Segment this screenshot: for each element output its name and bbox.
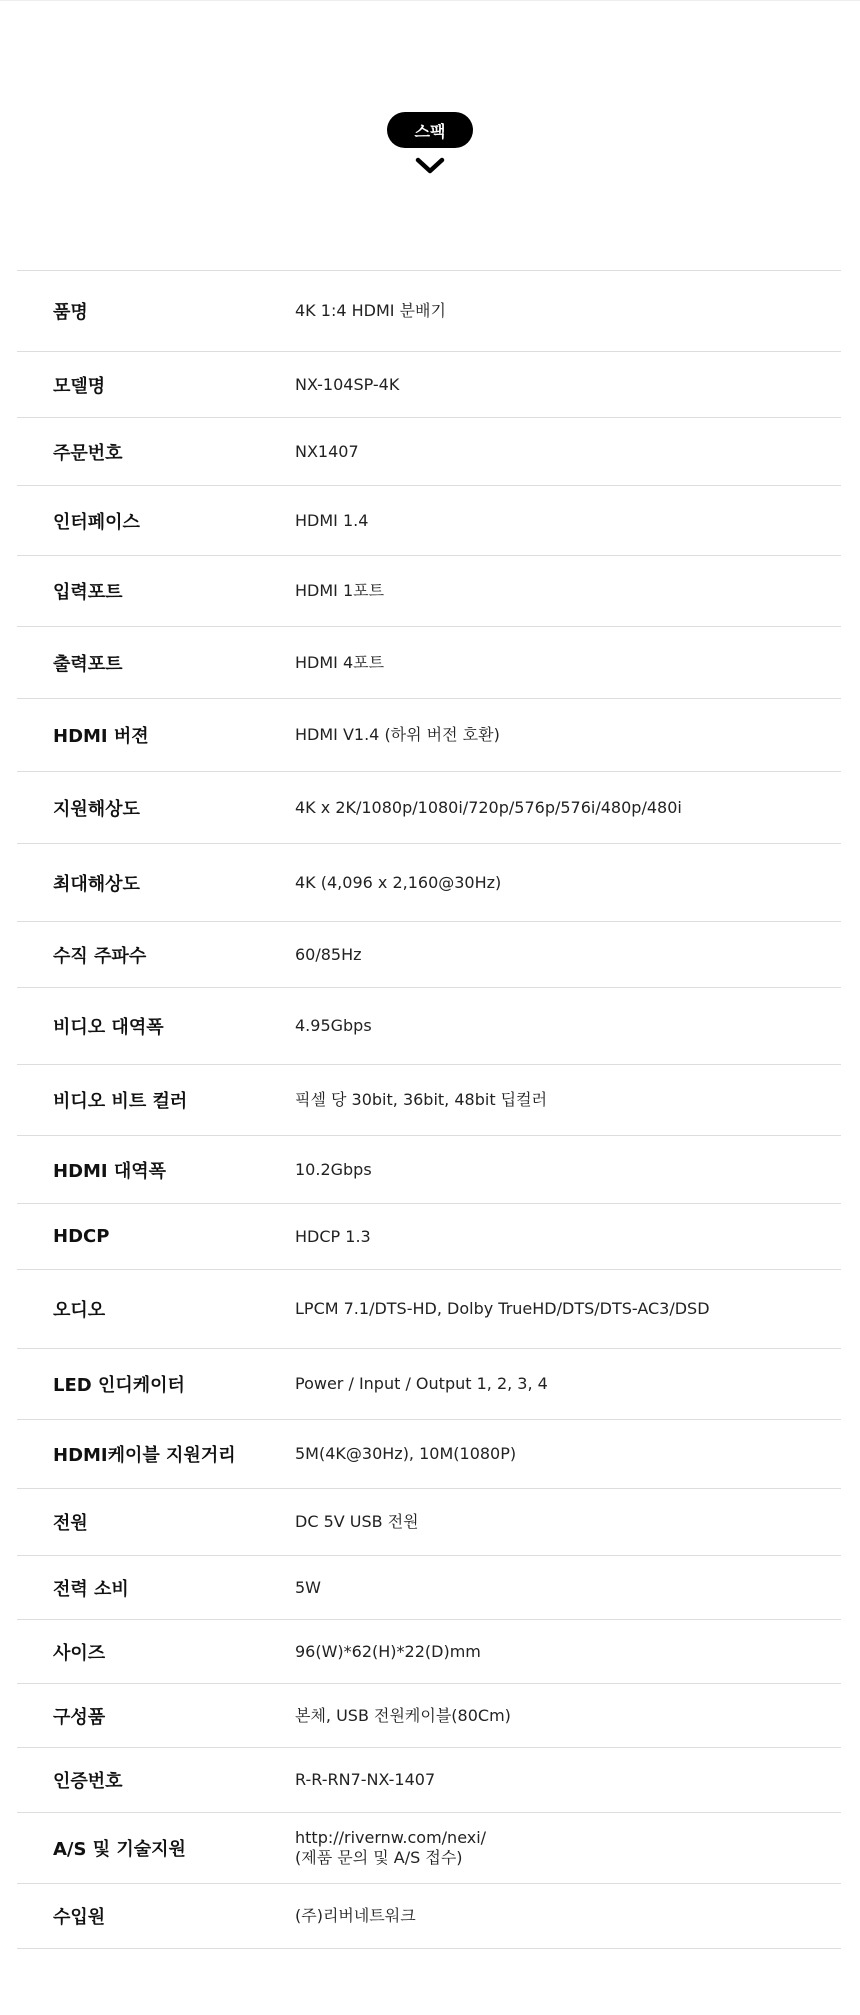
spec-value: 픽셀 당 30bit, 36bit, 48bit 딥컬러 xyxy=(295,1090,548,1109)
spec-label: 구성품 xyxy=(53,1706,106,1728)
spec-row xyxy=(17,1420,841,1489)
spec-value: 4.95Gbps xyxy=(295,1016,372,1035)
spec-value: 4K x 2K/1080p/1080i/720p/576p/576i/480p/480i xyxy=(295,797,682,817)
spec-value: HDMI 4포트 xyxy=(295,652,385,672)
spec-value: HDCP 1.3 xyxy=(295,1226,371,1246)
spec-label: 사이즈 xyxy=(53,1642,106,1664)
spec-row xyxy=(17,1065,841,1136)
spec-value: 본체, USB 전원케이블(80Cm) xyxy=(295,1705,511,1725)
spec-label: A/S 및 기술지원 xyxy=(53,1839,186,1860)
spec-row xyxy=(17,1884,841,1949)
spec-row xyxy=(17,627,841,699)
spec-table xyxy=(17,270,841,1949)
spec-row xyxy=(17,1556,841,1620)
spec-row xyxy=(17,1684,841,1748)
spec-label: HDMI 대역폭 xyxy=(53,1160,167,1182)
spec-value: 5W xyxy=(295,1577,321,1597)
spec-row xyxy=(17,922,841,988)
spec-value: http://rivernw.com/nexi/ (제품 문의 및 A/S 접수) xyxy=(295,1828,487,1867)
spec-value: 60/85Hz xyxy=(295,944,362,964)
spec-row xyxy=(17,1204,841,1270)
spec-header xyxy=(0,112,860,176)
spec-label: 출력포트 xyxy=(53,653,123,675)
spec-row xyxy=(17,1813,841,1884)
spec-row xyxy=(17,699,841,772)
spec-row xyxy=(17,486,841,556)
spec-label: 비디오 비트 컬러 xyxy=(53,1091,188,1112)
spec-row xyxy=(17,988,841,1065)
spec-label: HDCP xyxy=(53,1226,110,1247)
spec-row xyxy=(17,352,841,418)
spec-label: 지원해상도 xyxy=(53,798,140,820)
spec-label: 인터페이스 xyxy=(53,511,140,533)
spec-value: 10.2Gbps xyxy=(295,1159,372,1179)
spec-value: HDMI 1포트 xyxy=(295,581,385,600)
spec-value: HDMI V1.4 (하위 버전 호환) xyxy=(295,725,500,744)
spec-label: 최대해상도 xyxy=(53,873,140,895)
spec-value: LPCM 7.1/DTS-HD, Dolby TrueHD/DTS/DTS-AC3/DSD xyxy=(295,1299,710,1318)
spec-value: DC 5V USB 전원 xyxy=(295,1512,419,1531)
spec-row xyxy=(17,1489,841,1556)
spec-label: 오디오 xyxy=(53,1300,106,1321)
spec-label: 전원 xyxy=(53,1513,88,1534)
spec-label: 주문번호 xyxy=(53,442,123,464)
spec-label: 품명 xyxy=(53,302,88,323)
spec-value: 96(W)*62(H)*22(D)mm xyxy=(295,1641,481,1661)
spec-row xyxy=(17,556,841,627)
spec-value: 4K (4,096 x 2,160@30Hz) xyxy=(295,872,502,892)
spec-row xyxy=(17,1748,841,1813)
top-divider xyxy=(0,0,860,1)
spec-label: 수입원 xyxy=(53,1907,106,1928)
spec-row xyxy=(17,772,841,844)
spec-row xyxy=(17,844,841,922)
spec-row xyxy=(17,1136,841,1204)
spec-value: HDMI 1.4 xyxy=(295,510,369,530)
spec-row xyxy=(17,418,841,486)
spec-value: NX1407 xyxy=(295,441,359,461)
chevron-down-icon xyxy=(414,156,446,176)
spec-label: HDMI케이블 지원거리 xyxy=(53,1445,236,1466)
spec-value: (주)리버네트워크 xyxy=(295,1906,416,1925)
spec-label: HDMI 버젼 xyxy=(53,726,149,747)
spec-value: 4K 1:4 HDMI 분배기 xyxy=(295,301,446,320)
spec-label: LED 인디케이터 xyxy=(53,1375,185,1396)
spec-row xyxy=(17,1620,841,1684)
spec-label: 입력포트 xyxy=(53,582,123,603)
spec-label: 인증번호 xyxy=(53,1771,123,1792)
spec-value: NX-104SP-4K xyxy=(295,374,400,394)
spec-value: 5M(4K@30Hz), 10M(1080P) xyxy=(295,1444,517,1463)
spec-value: Power / Input / Output 1, 2, 3, 4 xyxy=(295,1374,548,1393)
spec-row xyxy=(17,1349,841,1420)
spec-label: 비디오 대역폭 xyxy=(53,1017,164,1038)
spec-label: 전력 소비 xyxy=(53,1578,129,1600)
spec-label: 모델명 xyxy=(53,375,106,397)
spec-badge: 스팩 xyxy=(387,112,473,148)
spec-row xyxy=(17,1270,841,1349)
spec-row xyxy=(17,271,841,352)
spec-value: R-R-RN7-NX-1407 xyxy=(295,1770,436,1789)
spec-label: 수직 주파수 xyxy=(53,945,147,967)
